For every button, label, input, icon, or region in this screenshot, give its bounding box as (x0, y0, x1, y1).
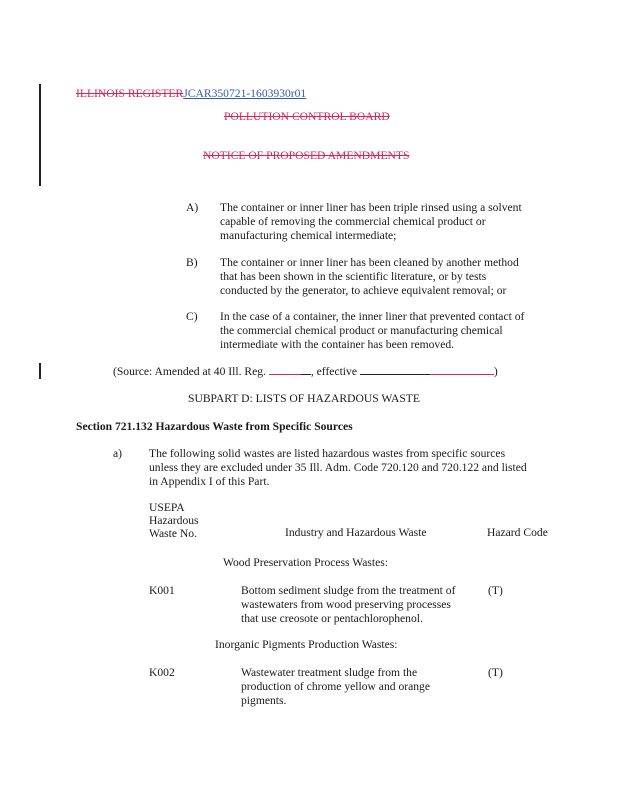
item-label: B) (186, 256, 198, 269)
source-mid: , effective (310, 365, 360, 378)
source-note (113, 365, 498, 379)
board-name: POLLUTION CONTROL BOARD (224, 110, 390, 123)
text-line: The container or inner liner has been triple rinsed using a solvent (220, 201, 522, 214)
item-text (220, 256, 519, 299)
text-line: wastewaters from wood preserving processes (241, 598, 451, 612)
source-suffix: ) (493, 365, 498, 378)
text-line: intermediate with the container has been removed. (220, 338, 455, 352)
source-prefix: (Source: Amended at 40 Ill. Reg. (113, 365, 269, 378)
text-line: that use creosote or pentachlorophenol. (241, 612, 423, 626)
subpart-heading: SUBPART D: LISTS OF HAZARDOUS WASTE (188, 392, 420, 405)
text-line: capable of removing the commercial chemical product or (220, 215, 486, 229)
item-label: A) (186, 201, 199, 214)
text-line: The container or inner liner has been cleaned by another method (220, 256, 519, 269)
waste-description (241, 666, 430, 709)
page-header (76, 87, 306, 101)
item-label: C) (186, 310, 198, 323)
text-line: in Appendix I of this Part. (149, 475, 270, 489)
header-line: Hazardous (149, 514, 199, 528)
section-heading: Section 721.132 Hazardous Waste from Specific Sources (76, 420, 353, 433)
text-line: unless they are excluded under 35 Ill. Adm. Code 720.120 and 720.122 and listed (149, 461, 527, 475)
waste-code: K001 (149, 584, 175, 597)
waste-code: K002 (149, 666, 175, 679)
waste-description (241, 584, 455, 627)
notice-title: NOTICE OF PROPOSED AMENDMENTS (203, 149, 410, 162)
column-header-waste-no (149, 501, 199, 541)
hazard-code: (T) (488, 584, 503, 597)
item-text (220, 310, 524, 353)
header-line: USEPA (149, 501, 185, 514)
para-label: a) (113, 447, 123, 460)
group-heading: Wood Preservation Process Wastes: (223, 556, 389, 569)
column-header-industry: Industry and Hazardous Waste (285, 526, 427, 539)
header-line: Waste No. (149, 527, 198, 541)
text-line: The following solid wastes are listed hazardous wastes from specific sources (149, 447, 506, 460)
text-line: conducted by the generator, to achieve equivalent removal; or (220, 284, 507, 298)
text-line: production of chrome yellow and orange (241, 680, 430, 694)
hazard-code: (T) (488, 666, 503, 679)
column-header-hazard: Hazard Code (487, 526, 548, 539)
date-blank (360, 374, 430, 375)
text-line: Bottom sediment sludge from the treatment of (241, 584, 456, 597)
text-line: manufacturing chemical intermediate; (220, 229, 397, 243)
text-line: In the case of a container, the inner liner that prevented contact of (220, 310, 525, 323)
para-text (149, 447, 527, 490)
group-heading: Inorganic Pigments Production Wastes: (215, 638, 398, 651)
text-line: that has been shown in the scientific literature, or by tests (220, 270, 487, 284)
change-bar (39, 363, 41, 379)
date-blank (430, 374, 494, 375)
text-line: the commercial chemical product or manufacturing chemical (220, 324, 503, 338)
reg-blank (269, 374, 301, 375)
change-bar (39, 84, 41, 186)
text-line: Wastewater treatment sludge from the (241, 666, 418, 679)
item-text (220, 201, 522, 244)
reg-blank (301, 374, 311, 375)
text-line: pigments. (241, 694, 287, 708)
document-id: JCAR350721-1603930r01 (183, 87, 307, 100)
register-title: ILLINOIS REGISTER (76, 87, 184, 100)
